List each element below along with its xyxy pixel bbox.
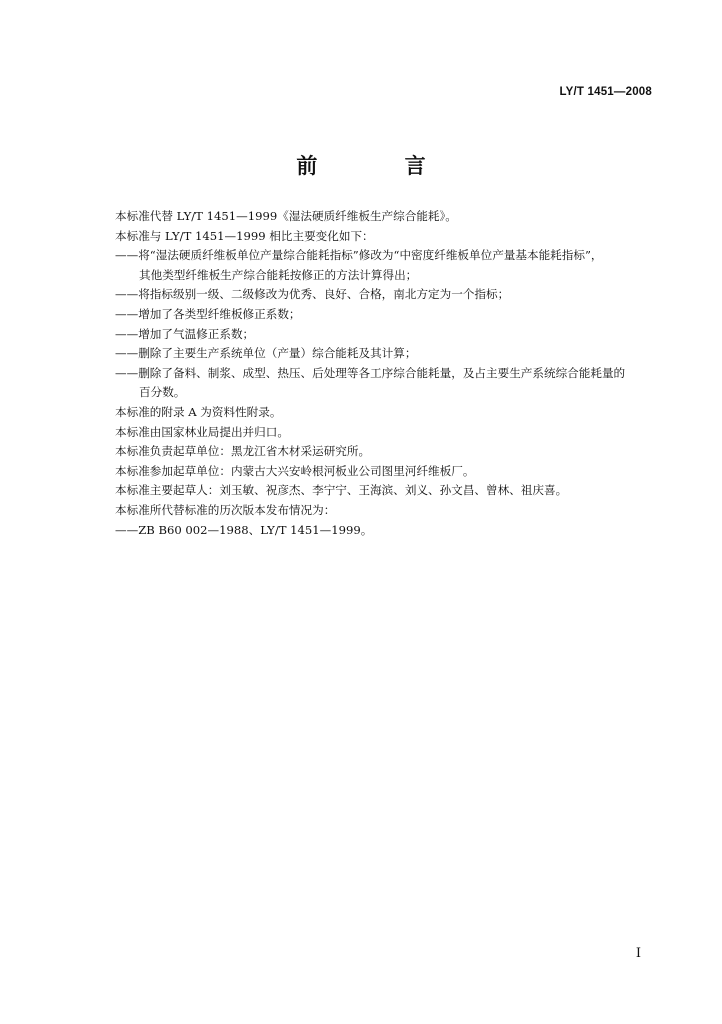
participating-unit: 本标准参加起草单位：内蒙古大兴安岭根河板业公司图里河纤维板厂。: [115, 463, 475, 478]
change-item: ——将指标级别一级、二级修改为优秀、良好、合格，南北方定为一个指标；: [115, 287, 510, 302]
page-title: 前 言: [296, 154, 466, 178]
proposed-by: 本标准由国家林业局提出并归口。: [115, 424, 289, 439]
change-item: ——增加了各类型纤维板修正系数；: [115, 306, 301, 321]
change-item-continuation: 百分数。: [139, 385, 186, 400]
history-intro: 本标准所代替标准的历次版本发布情况为：: [115, 502, 336, 517]
drafting-unit: 本标准负责起草单位：黑龙江省木材采运研究所。: [115, 444, 371, 459]
replacement-statement: 本标准代替 LY/T 1451—1999《湿法硬质纤维板生产综合能耗》。: [115, 209, 457, 223]
change-item: ——将“湿法硬质纤维板单位产量综合能耗指标”修改为“中密度纤维板单位产量基本能耗指标”，: [115, 248, 603, 263]
foreword-body: [115, 207, 660, 540]
history-versions: ——ZB B60 002—1988、LY/T 1451—1999。: [115, 522, 373, 537]
change-item: ——删除了备料、制浆、成型、热压、后处理等各工序综合能耗量，及占主要生产系统综合能耗量的: [115, 365, 626, 380]
change-item: ——删除了主要生产系统单位（产量）综合能耗及其计算；: [115, 346, 417, 361]
page-number: I: [635, 946, 641, 961]
appendix-note: 本标准的附录 A 为资料性附录。: [115, 404, 282, 419]
change-item-continuation: 其他类型纤维板生产综合能耗按修正的方法计算得出；: [139, 267, 418, 282]
changes-intro: 本标准与 LY/T 1451—1999 相比主要变化如下：: [115, 228, 374, 243]
main-drafters: 本标准主要起草人：刘玉敏、祝彦杰、李宁宁、王海滨、刘义、孙文昌、曾林、祖庆喜。: [115, 483, 568, 498]
standard-code: LY/T 1451—2008: [559, 86, 652, 98]
change-item: ——增加了气温修正系数；: [115, 326, 255, 341]
